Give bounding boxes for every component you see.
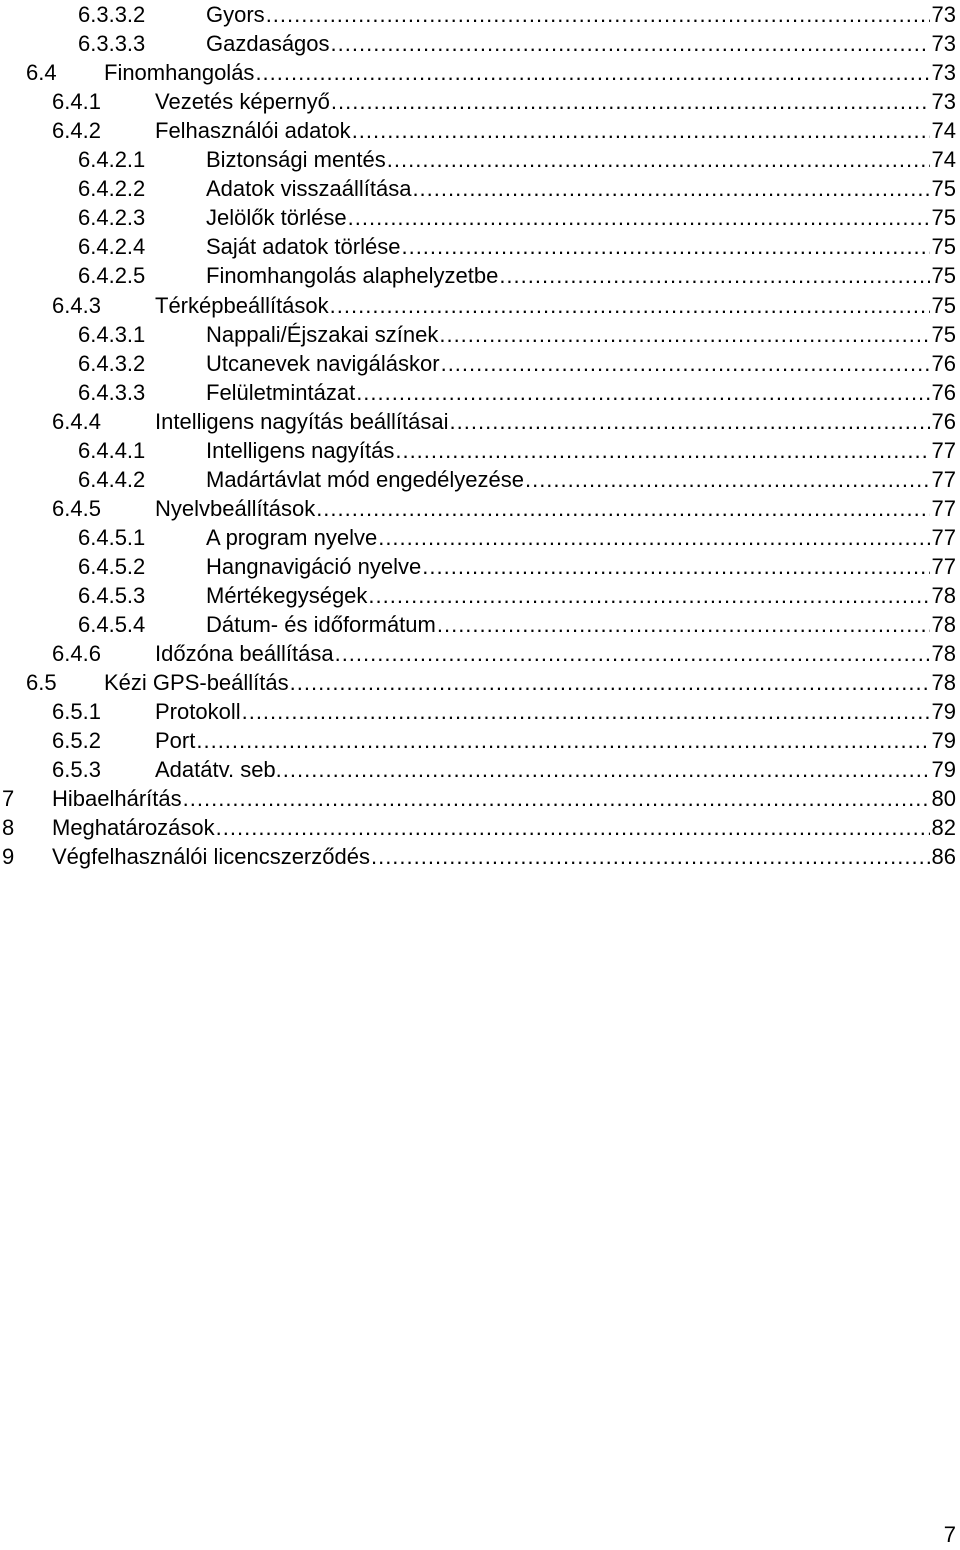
toc-entry-page: 77 xyxy=(931,553,956,579)
toc-dot-leader xyxy=(283,755,930,784)
toc-entry-number: 6.4.3 xyxy=(52,292,101,318)
toc-entry-page: 80 xyxy=(931,786,956,812)
toc-entry-number: 6.5.2 xyxy=(52,728,101,754)
toc-dot-leader xyxy=(387,145,930,174)
toc-entry-page: 78 xyxy=(931,641,956,667)
toc-dot-leader xyxy=(348,203,930,232)
toc-entry[interactable] xyxy=(0,697,960,726)
toc-entry-title: Utcanevek navigáláskor xyxy=(206,350,440,376)
toc-entry-number: 6.5.1 xyxy=(52,699,101,725)
toc-entry-number: 9 xyxy=(2,844,15,870)
toc-dot-leader xyxy=(368,581,929,610)
toc-entry[interactable] xyxy=(0,0,960,29)
toc-entry-page: 79 xyxy=(931,728,956,754)
toc-entry[interactable] xyxy=(0,581,960,610)
toc-entry-page: 75 xyxy=(931,321,956,347)
toc-dot-leader xyxy=(525,465,930,494)
toc-dot-leader xyxy=(437,610,930,639)
toc-entry-page: 76 xyxy=(931,350,956,376)
toc-entry-page: 75 xyxy=(931,292,956,318)
toc-dot-leader xyxy=(356,378,929,407)
toc-entry-number: 6.3.3.2 xyxy=(78,2,146,27)
toc-entry-page: 79 xyxy=(931,699,956,725)
toc-entry[interactable] xyxy=(0,261,960,290)
toc-dot-leader xyxy=(331,87,930,116)
toc-entry-number: 6.4.3.1 xyxy=(78,321,146,347)
toc-entry-number: 6.4.1 xyxy=(52,89,101,115)
toc-entry[interactable] xyxy=(0,145,960,174)
toc-entry-title: Gazdaságos xyxy=(206,31,330,57)
toc-entry-number: 6.4.2.5 xyxy=(78,263,146,289)
toc-entry-title: Finomhangolás xyxy=(104,60,255,86)
toc-entry-page: 76 xyxy=(931,379,956,405)
toc-entry-title: Vezetés képernyő xyxy=(155,89,330,115)
toc-entry-number: 7 xyxy=(2,786,15,812)
toc-entry-page: 77 xyxy=(931,437,956,463)
toc-dot-leader xyxy=(439,320,929,349)
toc-entry-title: Hibaelhárítás xyxy=(52,786,182,812)
toc-entry-number: 6.4.5 xyxy=(52,495,101,521)
toc-entry-page: 78 xyxy=(931,583,956,608)
toc-entry-number: 6.4.2.2 xyxy=(78,176,146,202)
page-number: 7 xyxy=(943,1522,956,1547)
toc-dot-leader xyxy=(196,726,929,755)
toc-entry-title: Időzóna beállítása xyxy=(155,641,334,667)
toc-dot-leader xyxy=(335,639,930,668)
toc-entry-number: 6.4.6 xyxy=(52,641,101,667)
toc-entry-number: 6.4.5.4 xyxy=(78,612,146,638)
toc-entry-page: 74 xyxy=(931,118,956,144)
toc-entry-number: 6.5 xyxy=(26,670,57,696)
toc-entry-number: 6.4.2.3 xyxy=(78,205,146,231)
toc-entry[interactable] xyxy=(0,232,960,261)
toc-entry[interactable] xyxy=(0,465,960,494)
toc-dot-leader xyxy=(422,552,929,581)
toc-entry-page: 77 xyxy=(931,524,956,550)
toc-entry-number: 6.4 xyxy=(26,60,57,86)
toc-dot-leader xyxy=(266,0,930,29)
toc-entry-title: A program nyelve xyxy=(206,524,378,550)
toc-entry-title: Gyors xyxy=(206,2,265,27)
toc-dot-leader xyxy=(331,29,930,58)
toc-entry[interactable] xyxy=(0,813,960,842)
toc-dot-leader xyxy=(242,697,930,726)
toc-entry[interactable] xyxy=(0,726,960,755)
toc-entry-title: Térképbeállítások xyxy=(155,292,329,318)
toc-entry-page: 75 xyxy=(931,234,956,260)
toc-entry-page: 75 xyxy=(931,205,956,231)
toc-entry[interactable] xyxy=(0,842,960,871)
toc-dot-leader xyxy=(441,349,930,378)
toc-entry-page: 76 xyxy=(931,408,956,434)
toc-entry-title: Hangnavigáció nyelve xyxy=(206,553,422,579)
toc-entry-title: Kézi GPS-beállítás xyxy=(104,670,289,696)
toc-entry-number: 6.4.5.3 xyxy=(78,583,146,608)
toc-entry[interactable] xyxy=(0,436,960,465)
toc-entry-title: Felhasználói adatok xyxy=(155,118,351,144)
toc-dot-leader xyxy=(255,58,929,87)
toc-dot-leader xyxy=(378,523,929,552)
toc-entry-number: 6.4.5.2 xyxy=(78,553,146,579)
toc-entry-title: Végfelhasználói licencszerződés xyxy=(52,844,370,870)
toc-entry-title: Meghatározások xyxy=(52,815,215,841)
toc-entry-number: 6.4.2 xyxy=(52,118,101,144)
toc-entry-page: 79 xyxy=(931,757,956,783)
toc-entry-page: 74 xyxy=(931,147,956,173)
toc-entry-number: 6.4.3.3 xyxy=(78,379,146,405)
toc-entry[interactable] xyxy=(0,58,960,87)
toc-entry-number: 6.3.3.3 xyxy=(78,31,146,57)
toc-entry-title: Felületmintázat xyxy=(206,379,356,405)
toc-entry-title: Port xyxy=(155,728,196,754)
toc-entry-page: 75 xyxy=(931,263,956,289)
toc-entry-page: 86 xyxy=(931,844,956,870)
toc-entry-title: Intelligens nagyítás beállításai xyxy=(155,408,449,434)
toc-entry-title: Mértékegységek xyxy=(206,583,368,608)
toc-entry-page: 73 xyxy=(931,60,956,86)
toc-entry-title: Biztonsági mentés xyxy=(206,147,386,173)
toc-entry[interactable] xyxy=(0,291,960,320)
toc-dot-leader xyxy=(316,494,929,523)
toc-dot-leader xyxy=(499,261,929,290)
toc-entry[interactable] xyxy=(0,668,960,697)
toc-entry-title: Jelölők törlése xyxy=(206,205,347,231)
toc-entry[interactable] xyxy=(0,494,960,523)
toc-dot-leader xyxy=(352,116,930,145)
toc-entry-page: 77 xyxy=(931,466,956,492)
toc-dot-leader xyxy=(216,813,930,842)
toc-entry-page: 73 xyxy=(931,31,956,57)
toc-entry-title: Adatok visszaállítása xyxy=(206,176,412,202)
toc-entry-page: 78 xyxy=(931,670,956,696)
toc-entry-title: Finomhangolás alaphelyzetbe xyxy=(206,263,499,289)
toc-entry[interactable] xyxy=(0,755,960,784)
toc-entry-page: 82 xyxy=(931,815,956,841)
toc-dot-leader xyxy=(330,291,930,320)
toc-dot-leader xyxy=(412,174,929,203)
toc-entry-title: Intelligens nagyítás xyxy=(206,437,395,463)
toc-entry[interactable] xyxy=(0,639,960,668)
toc-entry-number: 6.5.3 xyxy=(52,757,101,783)
toc-entry-title: Saját adatok törlése xyxy=(206,234,401,260)
toc-entry[interactable] xyxy=(0,87,960,116)
toc-entry-number: 6.4.2.1 xyxy=(78,147,146,173)
toc-entry-title: Dátum- és időformátum xyxy=(206,612,436,638)
toc-entry[interactable] xyxy=(0,349,960,378)
toc-dot-leader xyxy=(395,436,929,465)
toc-entry[interactable] xyxy=(0,174,960,203)
toc-entry[interactable] xyxy=(0,203,960,232)
toc-entry[interactable] xyxy=(0,378,960,407)
toc-entry-number: 6.4.4.1 xyxy=(78,437,146,463)
toc-entry[interactable] xyxy=(0,610,960,639)
toc-entry-title: Nappali/Éjszakai színek xyxy=(206,321,439,347)
toc-entry-title: Protokoll xyxy=(155,699,241,725)
toc-entry-number: 6.4.3.2 xyxy=(78,350,146,376)
toc-entry-page: 75 xyxy=(931,176,956,202)
toc-entry-page: 73 xyxy=(931,2,956,27)
toc-entry-title: Madártávlat mód engedélyezése xyxy=(206,466,524,492)
toc-entry-number: 6.4.5.1 xyxy=(78,524,146,550)
toc-entry-page: 77 xyxy=(931,495,956,521)
toc-entry-number: 6.4.4.2 xyxy=(78,466,146,492)
toc-dot-leader xyxy=(401,232,929,261)
toc-dot-leader xyxy=(183,784,930,813)
toc-entry[interactable] xyxy=(0,552,960,581)
toc-entry[interactable] xyxy=(0,116,960,145)
toc-entry-title: Adatátv. seb. xyxy=(155,757,282,783)
toc-entry-number: 6.4.4 xyxy=(52,408,101,434)
toc-dot-leader xyxy=(450,407,930,436)
toc-entry[interactable] xyxy=(0,407,960,436)
toc-entry-page: 73 xyxy=(931,89,956,115)
toc-entry-number: 8 xyxy=(2,815,15,841)
toc-dot-leader xyxy=(371,842,930,871)
toc-entry-page: 78 xyxy=(931,612,956,638)
toc-dot-leader xyxy=(290,668,930,697)
toc-entry-title: Nyelvbeállítások xyxy=(155,495,316,521)
toc-entry[interactable] xyxy=(0,784,960,813)
toc-entry[interactable] xyxy=(0,320,960,349)
toc-entry-number: 6.4.2.4 xyxy=(78,234,146,260)
toc-entry[interactable] xyxy=(0,523,960,552)
toc-entry[interactable] xyxy=(0,29,960,58)
